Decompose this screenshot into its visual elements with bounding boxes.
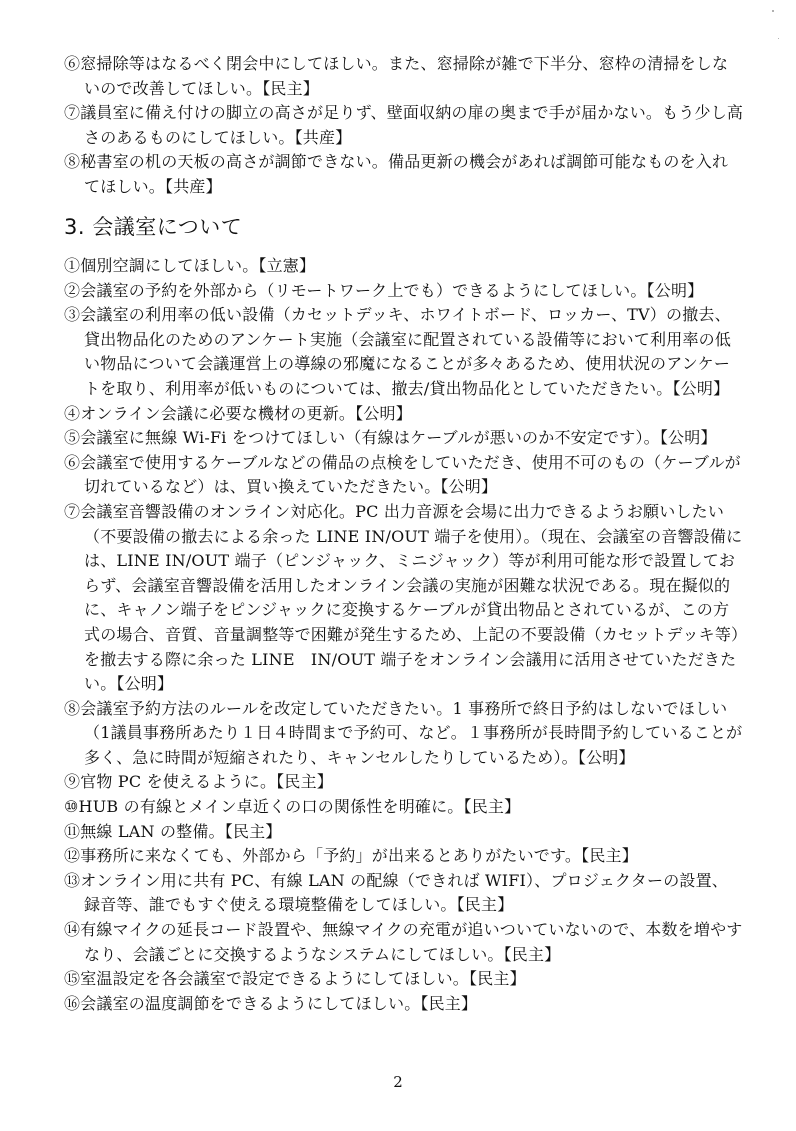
list-item: ⑫事務所に来なくても、外部から「予約」が出来るとありがたいです。【民主】 bbox=[64, 846, 638, 866]
list-item: ③会議室の利用率の低い設備（カセットデッキ、ホワイトボード、ロッカー、TV）の撤去、貸出物品化のためのアンケート実施（会議室に配置されている設備等において利用率の低い物品について会議運営上の導線の邪魔になることが多々あるため、使用状況のアンケートを取り、利用率が低いものについては、撤去/貸出物品化としていただきたい。【公明】 bbox=[64, 305, 732, 398]
list-item: ①個別空調にしてほしい。【立憲】 bbox=[64, 256, 316, 275]
page-number: 2 bbox=[393, 1073, 403, 1091]
list-item: ⑪無線 LAN の整備。【民主】 bbox=[64, 821, 282, 841]
scan-speck bbox=[772, 10, 774, 12]
list-item: ⑭有線マイクの延長コード設置や、無線マイクの充電が追いついていないので、本数を増やすなり、会議ごとに交換するようなシステムにしてほしい。【民主】 bbox=[64, 920, 743, 964]
list-item: ⑨官物 PC を使えるように。【民主】 bbox=[64, 772, 333, 792]
section-items bbox=[64, 254, 744, 1016]
list-item: ⑯会議室の温度調節をできるようにしてほしい。【民主】 bbox=[64, 993, 478, 1013]
list-item: ⑦会議室音響設備のオンライン対応化。PC 出力音源を会場に出力できるようお願いしたい（不要設備の撤去による余った LINE IN/OUT 端子を使用）。（現在、会議室の音響設備には、LINE IN/OUT 端子（ピンジャック、ミニジャック）等が利用可能な形で設置しておらず、会議室音響設備を活用したオンライン会議の実施が困難な状況である。現在擬似的に、キャノン端子をピンジャックに変換するケーブルが貸出物品とされているが、この方式の場合、音質、音量調整等で困難が発生するため、上記の不要設備（カセットデッキ等）を撤去する際に余った LINE IN/OUT 端子をオンライン会議用に活用させていただきたい。【公明】 bbox=[64, 501, 743, 694]
list-item: ⑮室温設定を各会議室で設定できるようにしてほしい。【民主】 bbox=[64, 969, 526, 989]
previous-section-items bbox=[64, 52, 744, 200]
list-item: ⑬オンライン用に共有 PC、有線 LAN の配線（できれば WIFI）、プロジェクターの設置、録音等、誰でもすぐ使える環境整備をしてほしい。【民主】 bbox=[64, 870, 728, 915]
list-item: ⑧会議室予約方法のルールを改定していただきたい。1 事務所で終日予約はしないでほしい（1議員事務所あたり１日４時間まで予約可、など。１事務所が長時間予約していることが多く、急に時間が短縮されたり、キャンセルしたりしているため）。【公明】 bbox=[64, 698, 743, 767]
section-heading: 3. 会議室について bbox=[64, 215, 243, 239]
list-item: ⑤会議室に無線 Wi-Fi をつけてほしい（有線はケーブルが悪いのか不安定です）。【公明】 bbox=[64, 428, 717, 448]
list-item: ⑧秘書室の机の天板の高さが調節できない。備品更新の機会があれば調節可能なものを入れてほしい。【共産】 bbox=[64, 152, 729, 196]
list-item: ⑥会議室で使用するケーブルなどの備品の点検をしていただき、使用不可のもの（ケーブルが切れているなど）は、買い換えていただきたい。【公明】 bbox=[64, 452, 741, 497]
list-item: ④オンライン会議に必要な機材の更新。【公明】 bbox=[64, 403, 412, 423]
list-item: ⑥窓掃除等はなるべく閉会中にしてほしい。また、窓掃除が雑で下半分、窓枠の清掃をしないので改善してほしい。【民主】 bbox=[64, 54, 729, 98]
scan-speck bbox=[778, 38, 779, 39]
list-item: ②会議室の予約を外部から（リモートワーク上でも）できるようにしてほしい。【公明】 bbox=[64, 280, 704, 300]
list-item: ⑦議員室に備え付けの脚立の高さが足りず、壁面収納の扉の奥まで手が届かない。もう少し高さのあるものにしてほしい。【共産】 bbox=[64, 103, 744, 147]
list-item: ⑩HUB の有線とメイン卓近くの口の関係性を明確に。【民主】 bbox=[64, 797, 521, 817]
